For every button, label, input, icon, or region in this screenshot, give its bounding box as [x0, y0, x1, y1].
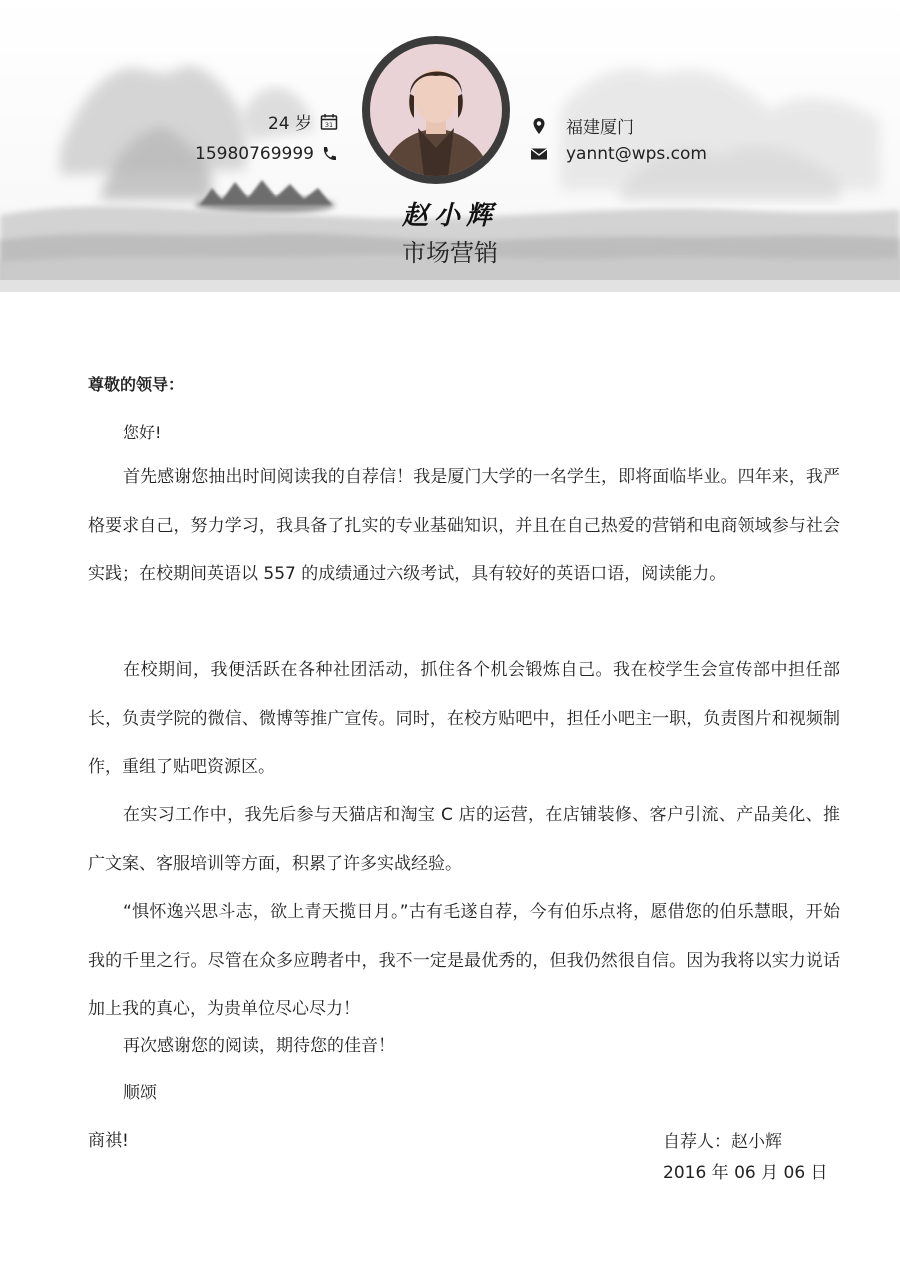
greeting: 您好!	[123, 423, 162, 442]
paragraph-internship: 在实习工作中，我先后参与天猫店和淘宝 C 店的运营，在店铺装修、客户引流、产品美化、推广文案、客服培训等方面，积累了许多实战经验。	[88, 805, 840, 874]
job-title: 市场营销	[402, 239, 498, 267]
email-text: yannt@wps.com	[566, 144, 707, 164]
portrait-photo	[370, 44, 502, 176]
avatar	[362, 36, 510, 184]
map-pin-icon	[530, 117, 548, 135]
email-info	[530, 144, 707, 164]
phone-icon	[320, 145, 338, 163]
date-line: 2016 年 06 月 06 日	[663, 1163, 828, 1183]
salutation: 尊敬的领导：	[88, 375, 185, 394]
paragraph-closing: “惧怀逸兴思斗志，欲上青天揽日月。”古有毛遂自荐，今有伯乐点将，愿借您的伯乐慧眼，开始我的千里之行。尽管在众多应聘者中，我不一定是最优秀的，但我仍然很自信。因为我将以实力说话加上我的真心，为贵单位尽心尽力！	[88, 902, 840, 1019]
regards-line: 顺颂	[123, 1083, 157, 1103]
applicant-name: 赵小辉	[401, 201, 498, 231]
header-banner	[0, 0, 900, 292]
thanks-line: 再次感谢您的阅读，期待您的佳音！	[123, 1036, 395, 1056]
calendar-day-label: 31	[324, 120, 334, 129]
blessing-line: 商祺!	[88, 1131, 129, 1151]
calendar-icon	[320, 113, 338, 131]
location-text: 福建厦门	[566, 118, 634, 138]
paragraph-intro: 首先感谢您抽出时间阅读我的自荐信！我是厦门大学的一名学生，即将面临毕业。四年来，我严格要求自己，努力学习，我具备了扎实的专业基础知识，并且在自己热爱的营销和电商领域参与社会实践；在校期间英语以 557 的成绩通过六级考试，具有较好的英语口语，阅读能力。	[88, 467, 840, 584]
signature-line: 自荐人：赵小辉	[663, 1132, 782, 1152]
age-info	[268, 109, 338, 134]
paragraph-campus: 在校期间，我便活跃在各种社团活动，抓住各个机会锻炼自己。我在校学生会宣传部中担任部长，负责学院的微信、微博等推广宣传。同时，在校方贴吧中，担任小吧主一职，负责图片和视频制作，重组了贴吧资源区。	[88, 660, 840, 777]
age-text: 24 岁	[267, 114, 312, 134]
envelope-icon	[530, 145, 548, 163]
phone-text: 15980769999	[195, 144, 314, 164]
phone-info	[195, 144, 338, 164]
location-info	[530, 113, 634, 138]
